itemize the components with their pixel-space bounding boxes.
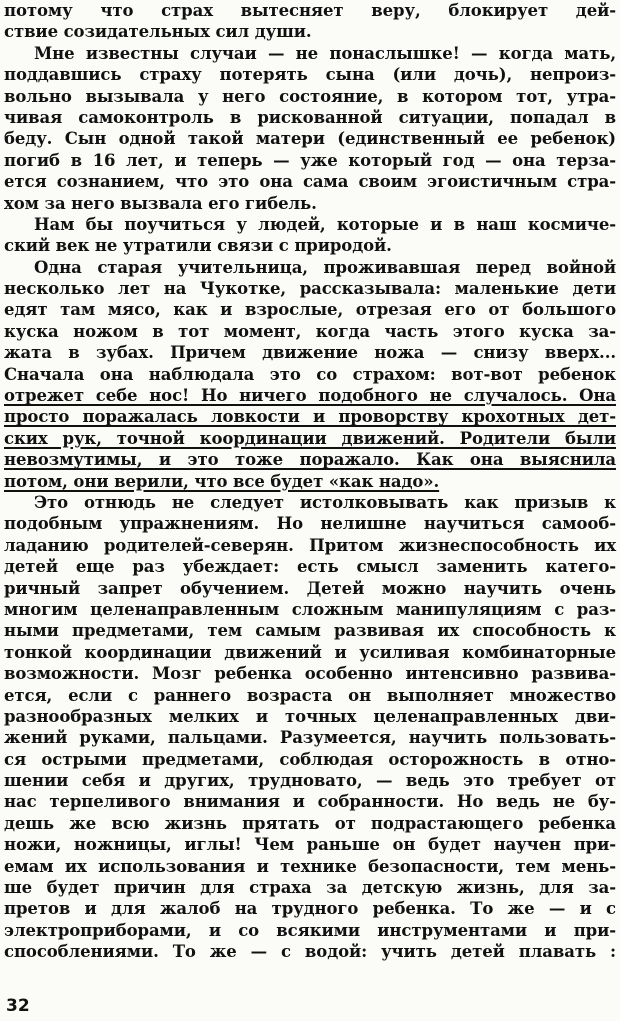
text-line: ричный запрет обучением. Детей можно научить очень	[4, 578, 616, 598]
text-line: ский век не утратили связи с природой.	[4, 236, 392, 256]
text-line: едят там мясо, как и взрослые, отрезая его от большого	[4, 300, 616, 320]
text-line: ными предметами, тем самым развивая их способность к	[4, 621, 616, 641]
text-line: отрежет себе нос! Но ничего подобного не случалось. Она	[4, 386, 616, 406]
text-line: претов и для жалоб на трудного ребенка. То же — и с	[4, 899, 616, 919]
text-line: ских рук, точной координации движений. Родители были	[4, 428, 616, 448]
text-line: детей еще раз убеждает: есть смысл заменить катего-	[4, 557, 616, 577]
text-line: Одна старая учительница, проживавшая перед войной	[34, 257, 616, 277]
text-line: невозмутимы, и это тоже поражало. Как она выяснила	[4, 450, 616, 470]
text-line: дешь же всю жизнь прятать от подрастающего ребенка	[4, 813, 616, 833]
text-line: ется сознанием, что это она сама своим эгоистичным стра-	[4, 172, 616, 192]
text-line: ножи, ножницы, иглы! Чем раньше он будет научен при-	[4, 835, 616, 855]
text-line: подобным упражнениям. Но нелишне научиться самооб-	[4, 514, 616, 534]
text-line: ся острыми предметами, соблюдая осторожность в отно-	[4, 749, 616, 769]
text-line: беду. Сын одной такой матери (единственный ее ребенок)	[4, 129, 616, 149]
text-line: Это отнюдь не следует истолковывать как призыв к	[34, 492, 616, 512]
text-line: просто поражалась ловкости и проворству крохотных дет-	[4, 407, 616, 427]
text-line: Мне известны случаи — не понаслышке! — когда мать,	[34, 43, 616, 63]
text-line: чивая самоконтроль в рискованной ситуации, попадал в	[4, 107, 616, 127]
text-line: тонкой координации движений и усиливая комбинаторные	[4, 642, 616, 662]
text-line: ется, если с раннего возраста он выполняет множество	[4, 685, 616, 705]
page-number: 32	[6, 996, 30, 1016]
text-line: многим целенаправленным сложным манипуляциям с раз-	[4, 599, 616, 619]
text-line: электроприборами, и со всякими инструментами и при-	[4, 920, 616, 940]
text-line: емам их использования и технике безопасности, тем мень-	[4, 856, 616, 876]
text-line: ладанию родителей-северян. Притом жизнеспособность их	[4, 535, 616, 555]
text-line: разнообразных мелких и точных целенаправленных дви-	[4, 706, 616, 726]
text-line: способлениями. То же — с водой: учить детей плавать :	[4, 942, 616, 962]
text-line: ствие созидательных сил души.	[4, 22, 312, 42]
text-line: вольно вызывала у него состояние, в котором тот, утра-	[4, 86, 616, 106]
text-line: Сначала она наблюдала это со страхом: вот-вот ребенок	[4, 364, 616, 384]
text-line: потому что страх вытесняет веру, блокирует дей-	[4, 1, 616, 20]
text-line: хом за него вызвала его гибель.	[4, 193, 317, 213]
text-line: погиб в 16 лет, и теперь — уже который год — она терза-	[4, 150, 616, 170]
text-line: Нам бы поучиться у людей, которые и в наш космиче-	[34, 214, 616, 234]
text-line: поддавшись страху потерять сына (или дочь), непроиз-	[4, 65, 616, 85]
text-line: куска ножом в тот момент, когда часть этого куска за-	[4, 321, 616, 341]
text-line: возможности. Мозг ребенка особенно интенсивно развива-	[4, 664, 616, 684]
text-line: шении себя и других, трудновато, — ведь это требует от	[4, 771, 616, 791]
text-line: потом, они верили, что все будет «как надо».	[4, 471, 440, 491]
body-text	[4, 0, 616, 963]
text-line: несколько лет на Чукотке, рассказывала: маленькие дети	[4, 279, 616, 299]
text-line: жений руками, пальцами. Разумеется, научить пользовать-	[4, 728, 616, 748]
text-line: нас терпеливого внимания и собранности. Но ведь не бу-	[4, 792, 616, 812]
text-line: ше будет причин для страха за детскую жизнь, для за-	[4, 878, 616, 898]
text-line: жата в зубах. Причем движение ножа — снизу вверх...	[4, 343, 616, 363]
